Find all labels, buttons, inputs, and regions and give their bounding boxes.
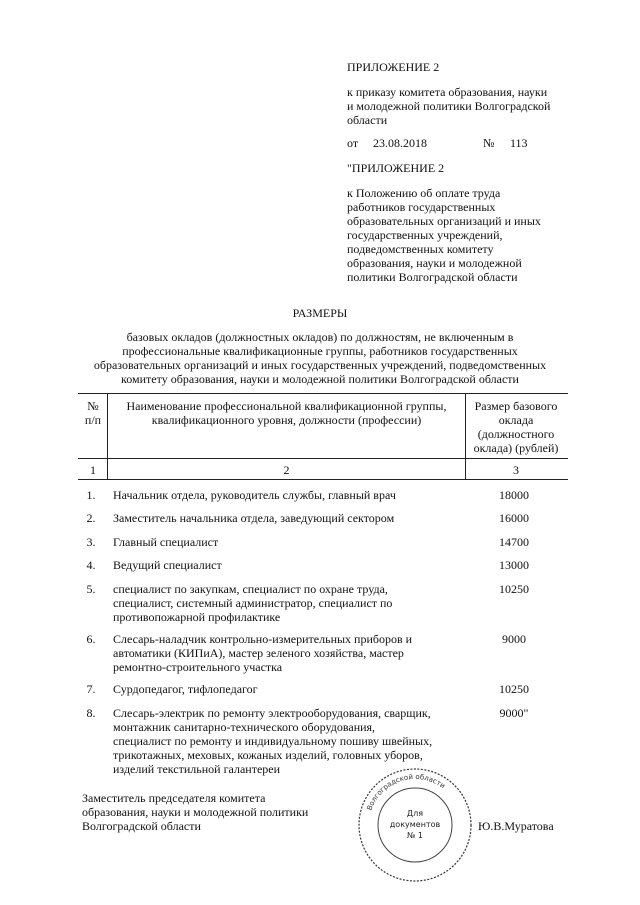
- table-index-border: [78, 479, 568, 480]
- order-date: 23.08.2018: [373, 136, 427, 150]
- row-salary: 18000: [499, 488, 529, 502]
- row-position: Слесарь-наладчик контрольно-измерительных приборов и автоматики (КИПиА), мастер зеленого хозяйства, мастер ремонтно-строительного участка: [113, 632, 413, 674]
- signatory-name: Ю.В.Муратова: [478, 819, 554, 833]
- header-num: № п/п: [84, 399, 102, 427]
- row-salary: 16000: [499, 511, 529, 525]
- appendix2-title: "ПРИЛОЖЕНИЕ 2: [347, 161, 445, 175]
- signatory-position: Заместитель председателя комитета образования, науки и молодежной политики Волгоградской области: [82, 791, 309, 833]
- row-salary: 13000: [499, 558, 529, 572]
- header-salary: Размер базового оклада (должностного оклада) (рублей): [473, 399, 559, 455]
- row-number: 5.: [86, 582, 96, 596]
- index-cell-3: 3: [513, 463, 519, 477]
- row-salary: 14700: [499, 535, 529, 549]
- row-number: 8.: [86, 706, 96, 720]
- row-position: Слесарь-электрик по ремонту электрооборудования, сварщик, монтажник санитарно-технического оборудования, специалист по ремонту и индивидуальному пошиву швейных, трикотажных, меховых, кожаных изделий, головных уборов, изделий текстильной галантереи: [113, 706, 433, 776]
- row-number: 6.: [86, 632, 96, 646]
- row-number: 4.: [86, 558, 96, 572]
- header-name: Наименование профессиональной квалификационной группы, квалификационного уровня, должности (профессии): [126, 399, 447, 427]
- row-salary: 9000: [502, 632, 526, 646]
- row-number: 3.: [86, 535, 96, 549]
- order-number: 113: [510, 136, 528, 150]
- row-position: Начальник отдела, руководитель службы, главный врач: [113, 488, 396, 502]
- row-number: 7.: [86, 682, 96, 696]
- stamp-ring-text: Волгоградской области: [365, 772, 447, 812]
- row-position: Ведущий специалист: [113, 558, 222, 572]
- appendix2-reference: к Положению об оплате труда работников государственных образовательных организаций и иных государственных учреждений, подведомственных комитету образования, науки и молодежной политики Волгоградской области: [347, 186, 541, 284]
- appendix-title: ПРИЛОЖЕНИЕ 2: [347, 60, 440, 74]
- stamp-line-2: документов: [389, 820, 441, 829]
- row-position: Главный специалист: [113, 535, 219, 549]
- row-position: Заместитель начальника отдела, заведующий сектором: [113, 511, 395, 525]
- row-salary: 10250: [499, 682, 529, 696]
- index-cell-2: 2: [283, 463, 290, 477]
- stamp-line-3: № 1: [407, 831, 423, 840]
- appendix-reference: к приказу комитета образования, науки и молодежной политики Волгоградской области: [347, 85, 551, 127]
- official-stamp: [355, 765, 475, 885]
- order-date-prefix: от: [347, 136, 359, 150]
- row-number: 2.: [86, 511, 96, 525]
- row-position: Сурдопедагог, тифлопедагог: [113, 682, 258, 696]
- row-salary: 10250: [499, 582, 529, 596]
- index-cell-1: 1: [90, 463, 96, 477]
- document-subtitle: базовых окладов (должностных окладов) по должностям, не включенным в профессиональные квалификационные группы, работников государственных образовательных организаций и иных государственных учреждений, подведомственных комитету образования, науки и молодежной политики Волгоградской области: [93, 330, 547, 386]
- table-top-border: [78, 393, 568, 394]
- document-title: РАЗМЕРЫ: [292, 306, 348, 320]
- order-number-sign: №: [483, 136, 495, 150]
- row-position: специалист по закупкам, специалист по охране труда, специалист, системный администратор, специалист по противопожарной профилактике: [113, 582, 393, 624]
- table-header-border: [78, 458, 568, 459]
- row-salary: 9000": [499, 706, 529, 720]
- stamp-line-1: Для: [406, 809, 424, 818]
- row-number: 1.: [86, 488, 96, 502]
